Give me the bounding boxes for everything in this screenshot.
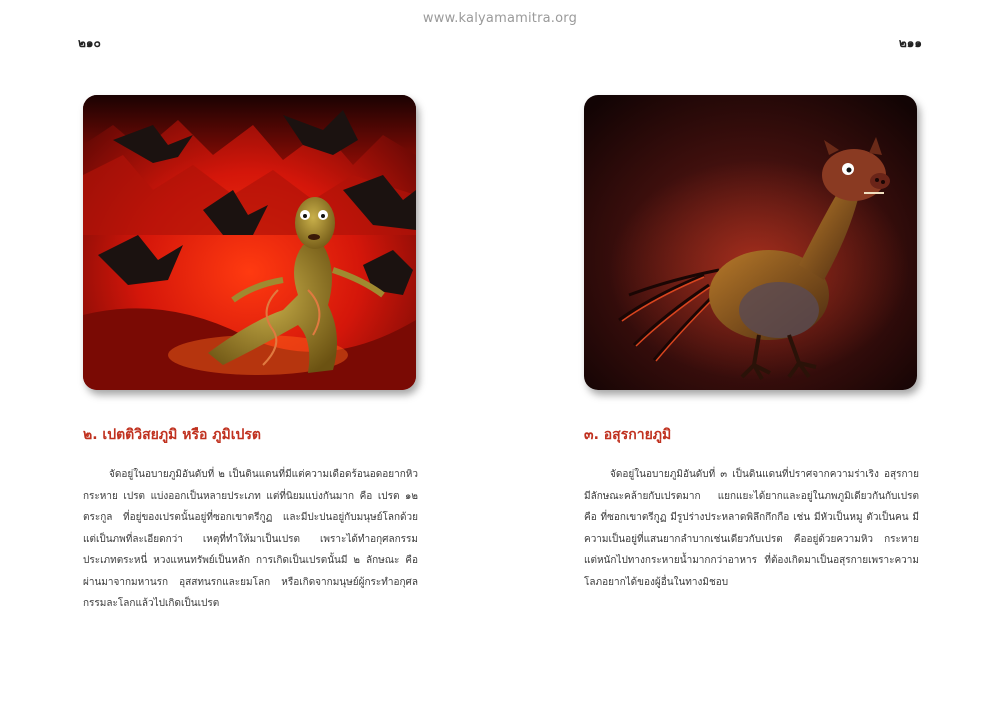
preta-illustration bbox=[83, 95, 416, 390]
site-url: www.kalyamamitra.org bbox=[422, 11, 578, 26]
page-number-left: ๒๑๐ bbox=[78, 36, 101, 50]
preta-heading: ๒. เปตติวิสยภูมิ หรือ ภูมิเปรต bbox=[83, 427, 261, 443]
asura-section bbox=[584, 424, 919, 593]
preta-section bbox=[83, 424, 418, 615]
page-number-right: ๒๑๑ bbox=[898, 36, 922, 50]
preta-body: จัดอยู่ในอบายภูมิอันดับที่ ๒ เป็นดินแดนที่มีแต่ความเดือดร้อนอดอยากหิวกระหาย เปรต แบ่งออกเป็นหลายประเภท แต่ที่นิยมแบ่งกันมาก คือ เปรต ๑๒ ตระกูล ที่อยู่ของเปรตนั้นอยู่ที่ซอกเขาตรีกูฏ และมีปะปนอยู่กับมนุษย์โลกด้วย แต่เป็นภพที่ละเอียดกว่า เหตุที่ทำให้มาเป็นเปรต เพราะได้ทำอกุศลกรรมประเภทตระหนี่ หวงแหนทรัพย์เป็นหลัก การเกิดเป็นเปรตนั้นมี ๒ ลักษณะ คือ ผ่านมาจากมหานรก อุสสทนรกและยมโลก หรือเกิดจากมนุษย์ผู้กระทำอกุศลกรรมละโลกแล้วไปเกิดเป็นเปรต bbox=[83, 469, 418, 609]
asura-heading: ๓. อสุรกายภูมิ bbox=[584, 427, 672, 443]
asura-body: จัดอยู่ในอบายภูมิอันดับที่ ๓ เป็นดินแดนที่ปราศจากความร่าเริง อสุรกายมีลักษณะคล้ายกับเปรตมาก แยกแยะได้ยากและอยู่ในภพภูมิเดียวกันกับเปรต คือ ที่ซอกเขาตรีกูฏ มีรูปร่างประหลาดพิลึกกึกกือ เช่น มีหัวเป็นหมู ตัวเป็นคน มีความเป็นอยู่ที่แสนยากลำบากเช่นเดียวกับเปรต คืออยู่ด้วยความหิว กระหาย แต่หนักไปทางกระหายน้ำมากกว่าอาหาร ที่ต้องเกิดมาเป็นอสุรกายเพราะความโลภอยากได้ของผู้อื่นในทางมิชอบ bbox=[584, 469, 919, 588]
asura-illustration bbox=[584, 95, 917, 390]
